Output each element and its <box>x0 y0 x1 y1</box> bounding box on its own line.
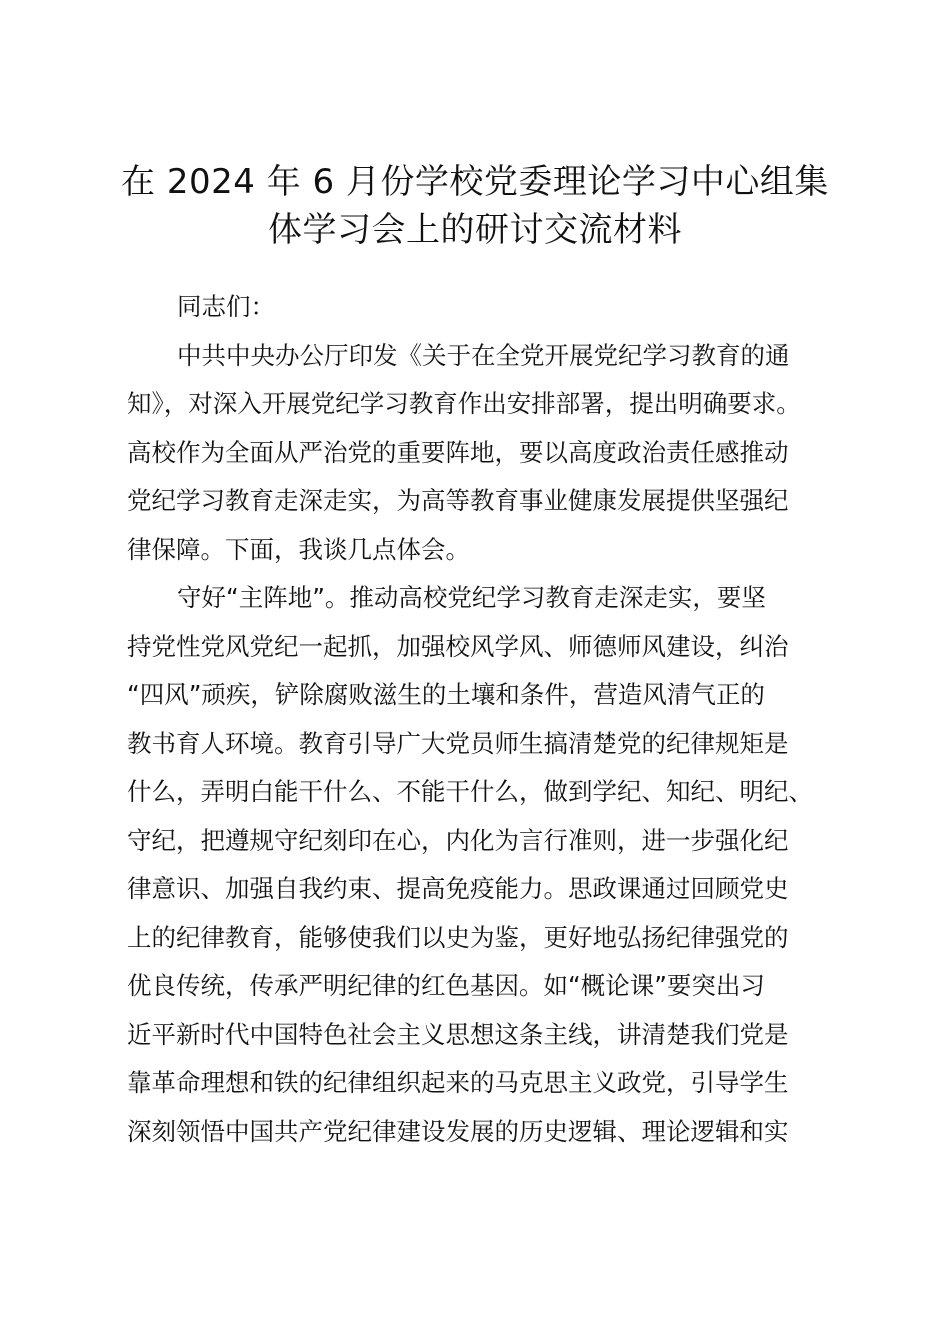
paragraph-2-line: 近平新时代中国特色社会主义思想这条主线，讲清楚我们党是 <box>127 1019 789 1049</box>
paragraph-2-line: 深刻领悟中国共产党纪律建设发展的历史逻辑、理论逻辑和实 <box>127 1116 789 1146</box>
paragraph-1-line: 党纪学习教育走深走实，为高等教育事业健康发展提供坚强纪 <box>127 486 789 515</box>
paragraph-2-line: 优良传统，传承严明纪律的红色基因。如“概论课”要突出习 <box>127 971 765 1000</box>
paragraph-1-line: 知》，对深入开展党纪学习教育作出安排部署，提出明确要求。 <box>127 389 801 418</box>
paragraph-1-line: 律保障。下面，我谈几点体会。 <box>127 534 470 564</box>
document-body <box>127 283 847 1156</box>
paragraph-1 <box>127 332 847 575</box>
salutation: 同志们： <box>177 292 275 321</box>
paragraph-1-line: 高校作为全面从严治党的重要阵地，要以高度政治责任感推动 <box>127 437 789 467</box>
paragraph-2 <box>127 574 847 1156</box>
paragraph-2-line: 上的纪律教育，能够使我们以史为鉴，更好地弘扬纪律强党的 <box>127 922 789 952</box>
title-line-1: 在 2024 年 6 月份学校党委理论学习中心组集 <box>121 162 829 202</box>
paragraph-2-line: 律意识、加强自我约束、提高免疫能力。思政课通过回顾党史 <box>127 874 789 903</box>
paragraph-1-line: 中共中央办公厅印发《关于在全党开展党纪学习教育的通 <box>177 340 790 370</box>
title-line-2: 体学习会上的研讨交流材料 <box>268 210 682 250</box>
paragraph-2-line: 什么，弄明白能干什么、不能干什么，做到学纪、知纪、明纪、 <box>127 777 813 806</box>
paragraph-2-line: 守纪，把遵规守纪刻印在心，内化为言行准则，进一步强化纪 <box>127 825 789 855</box>
paragraph-2-line: 靠革命理想和铁的纪律组织起来的马克思主义政党，引导学生 <box>127 1068 789 1097</box>
document-title <box>100 158 850 254</box>
paragraph-2-line: “四风”顽疾，铲除腐败滋生的土壤和条件，营造风清气正的 <box>127 680 765 709</box>
paragraph-2-line: 教书育人环境。教育引导广大党员师生搞清楚党的纪律规矩是 <box>127 728 789 758</box>
paragraph-2-line: 持党性党风党纪一起抓，加强校风学风、师德师风建设，纠治 <box>127 631 789 661</box>
paragraph-2-line: 守好“主阵地”。推动高校党纪学习教育走深走实，要坚 <box>177 583 766 612</box>
